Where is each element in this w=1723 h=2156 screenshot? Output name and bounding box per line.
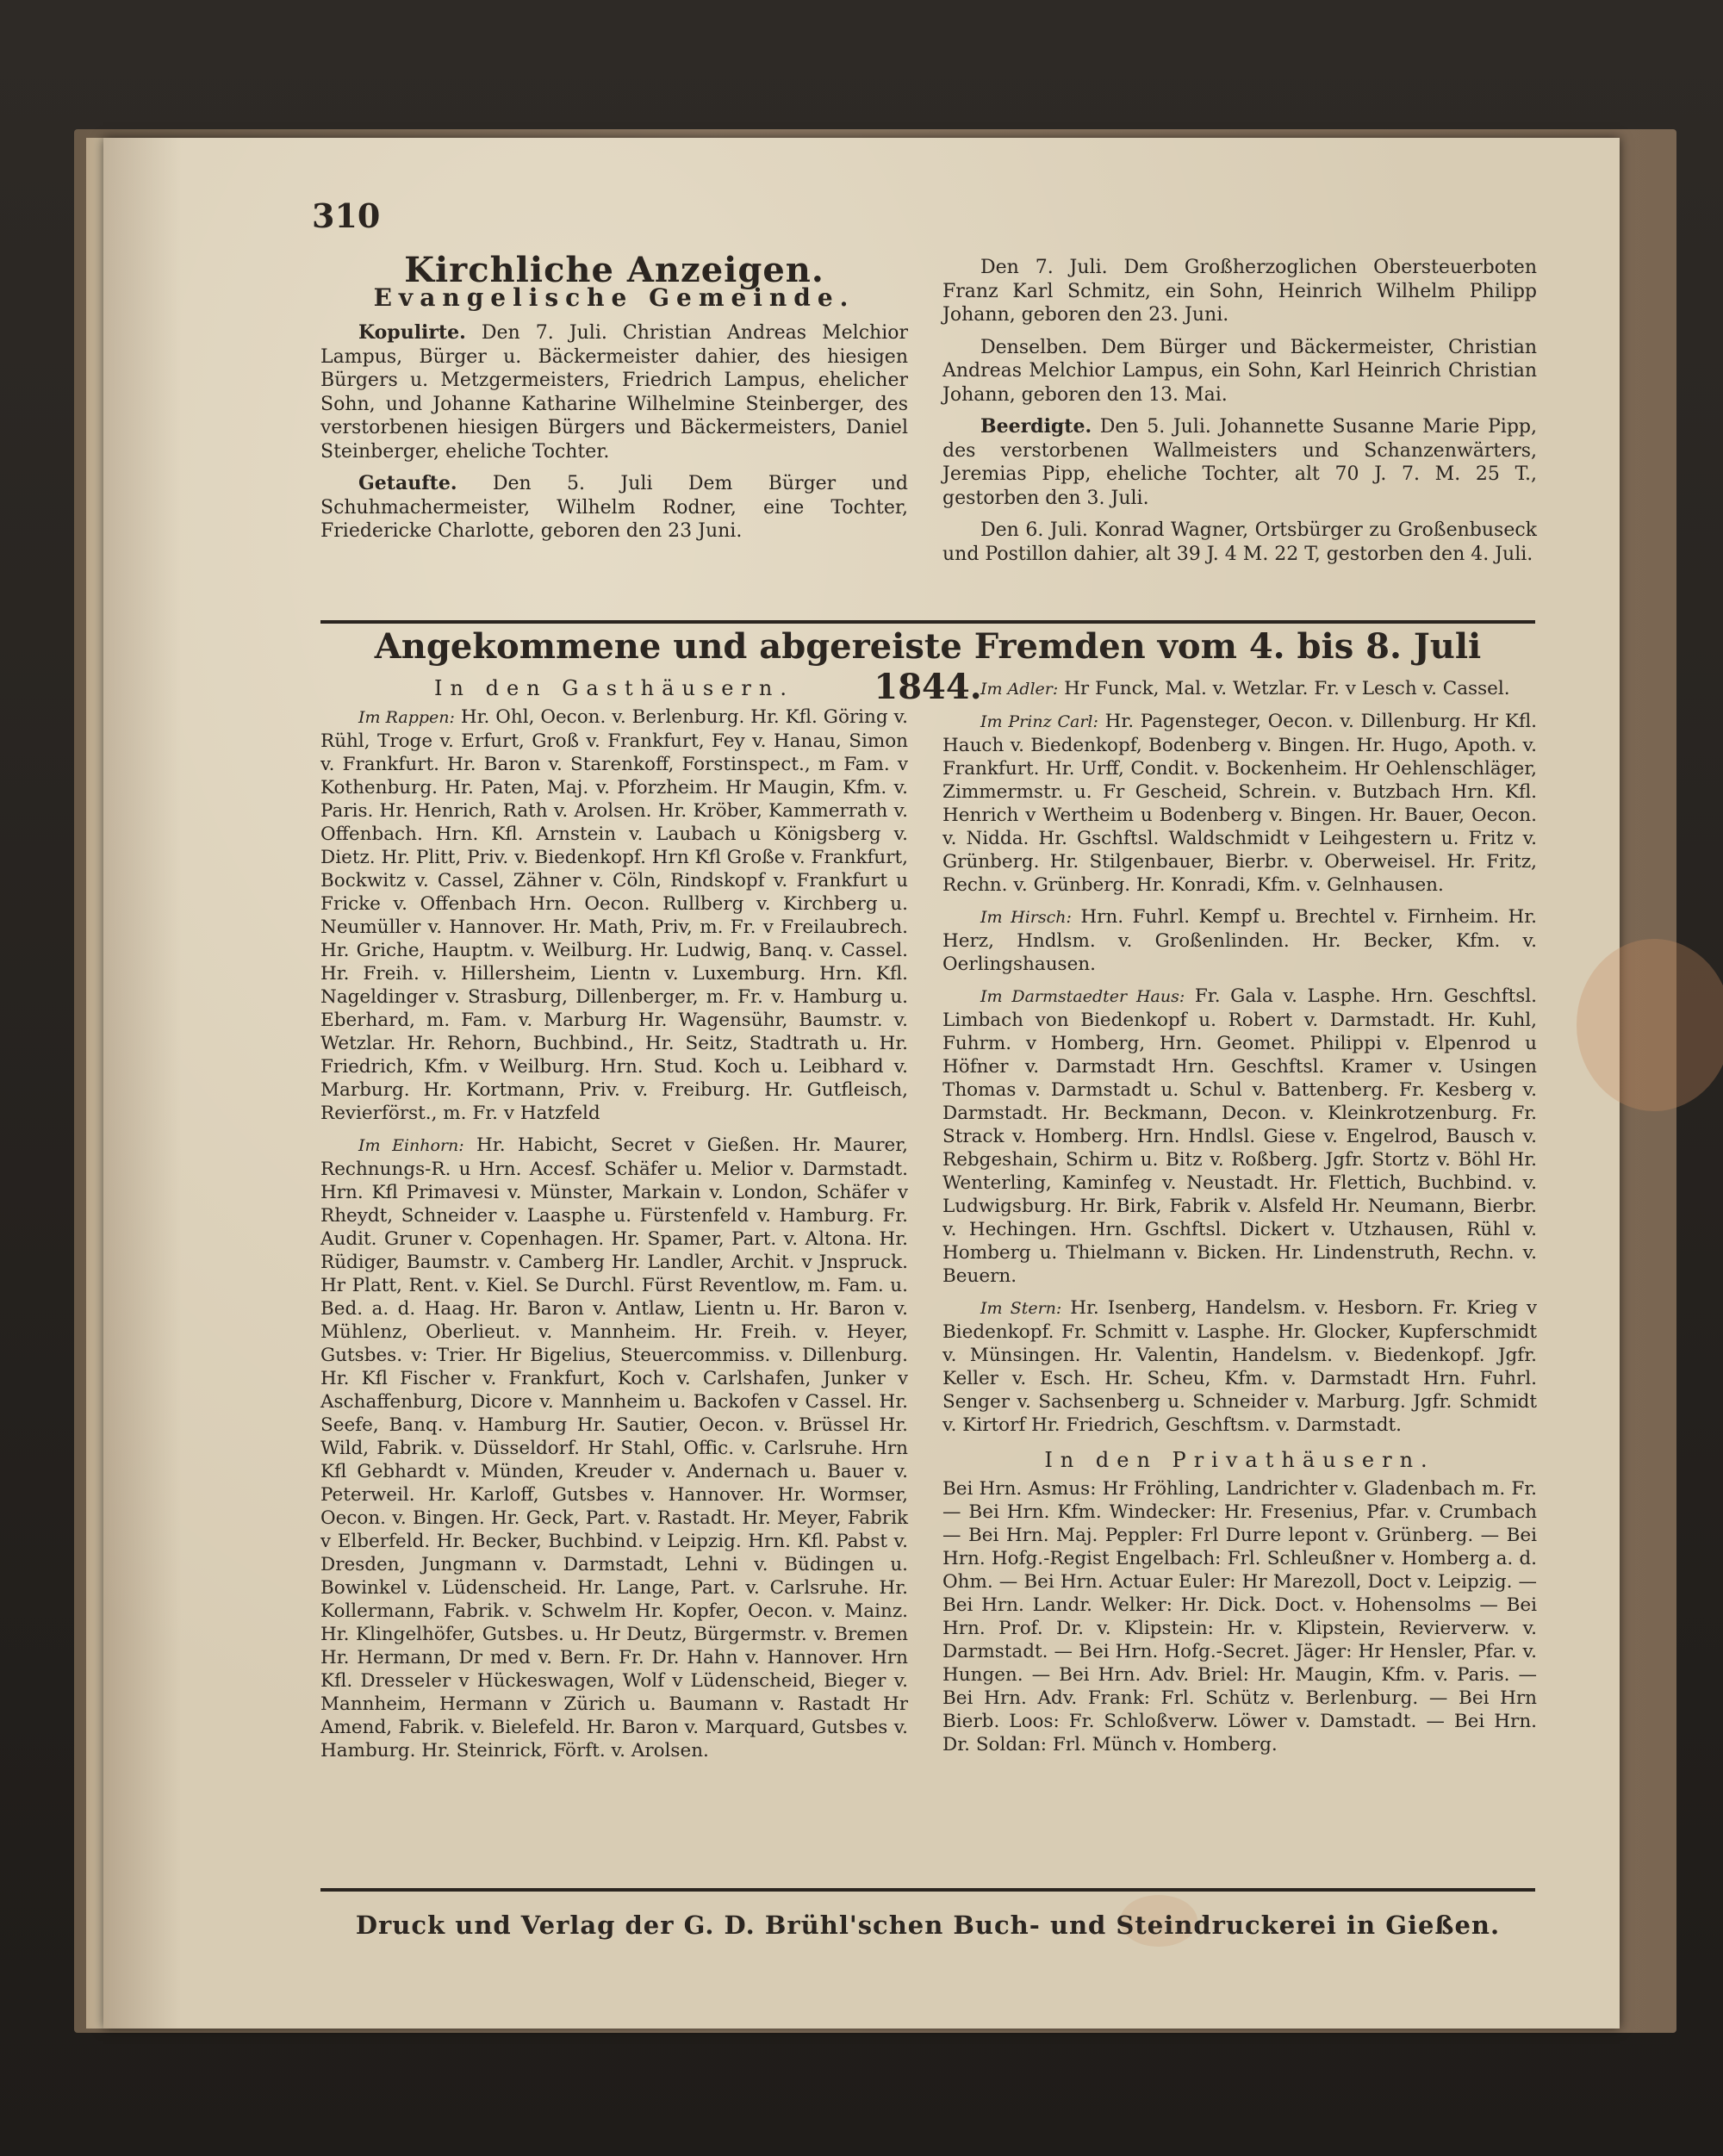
hotel-entry [320, 1134, 908, 1762]
hotel-name: Im Prinz Carl: [980, 712, 1098, 731]
hotel-guests: Hr Funck, Mal. v. Wetzlar. Fr. v Lesch v. Cassel. [1064, 678, 1510, 699]
privat-heading: In den Privathäusern. [1044, 1448, 1435, 1472]
entry-text: Denselben. Dem Bürger und Bäckermeister, Christian Andreas Melchior Lampus, ein Sohn, Karl Heinrich Christian Johann, geboren den 13. Mai. [942, 336, 1537, 406]
hotel-name: Im Einhorn: [358, 1136, 464, 1155]
entry-lead: Beerdigte. [980, 415, 1092, 438]
hotel-guests: Fr. Gala v. Lasphe. Hrn. Geschftsl. Limbach von Biedenkopf u. Robert v. Darmstadt. Hr. Kuhl, Fuhrm. v Homberg, Hrn. Geomet. Philippi v. Elpenrod u Höfner v. Darmstadt Hrn. Geschftsl. Kramer v. Usingen Thomas v. Darmstadt u. Schul v. Battenberg. Fr. Kesberg v. Darmstadt. Hr. Beckmann, Decon. v. Kleinkrotzenburg. Fr. Strack v. Homberg. Hrn. Hndlsl. Giese v. Engelrod, Bausch v. Rebgeshain, Schirm u. Bitz v. Roßberg. Jgfr. Stortz v. Böhl Hr. Wenterling, Kaminfeg v. Neustadt. Hr. Flettich, Buchbind. v. Ludwigsburg. Hr. Birk, Fabrik v. Alsfeld Hr. Neumann, Bierbr. v. Hechingen. Hrn. Gschftsl. Dickert v. Utzhausen, Rühl v. Homberg u. Thielmann v. Bicken. Hr. Lindenstruth, Rechn. v. Beuern. [942, 985, 1537, 1287]
hotel-guests: Hr. Isenberg, Handelsm. v. Hesborn. Fr. Krieg v Biedenkopf. Fr. Schmitt v. Lasphe. Hr. Glocker, Kupferschmidt v. Münsingen. Hr. Valentin, Handelsm. v. Biedenkopf. Jgfr. Keller v. Esch. Hr. Scheu, Kfm. v. Darmstadt Hrn. Fuhrl. Senger v. Sachsenberg u. Schneider v. Marburg. Jgfr. Schmidt v. Kirtorf Hr. Friedrich, Geschftsm. v. Darmstadt. [942, 1297, 1537, 1436]
hotel-name: Im Stern: [980, 1299, 1062, 1318]
entry-paragraph [942, 336, 1537, 407]
hotel-guests: Hr. Ohl, Oecon. v. Berlenburg. Hr. Kfl. Göring v. Rühl, Troge v. Erfurt, Groß v. Frankfurt, Fey v. Hanau, Simon v. Frankfurt. Hr. Baron v. Starenkoff, Forstinspect., m Fam. v Kothenburg. Hr. Paten, Maj. v. Pforzheim. Hr Maugin, Kfm. v. Paris. Hr. Henrich, Rath v. Arolsen. Hr. Kröber, Kammerrath v. Offenbach. Hrn. Kfl. Arnstein v. Laubach u Königsberg v. Dietz. Hr. Plitt, Priv. v. Biedenkopf. Hrn Kfl Große v. Frankfurt, Bockwitz v. Cassel, Zähner v. Cöln, Rindskopf v. Frankfurt u Fricke v. Offenbach Hrn. Oecon. Rullberg v. Kirchberg u. Neumüller v. Hannover. Hr. Math, Priv, m. Fr. v Freilaubrech. Hr. Griche, Hauptm. v. Weilburg. Hr. Ludwig, Banq. v. Cassel. Hr. Freih. v. Hillersheim, Lientn v. Luxemburg. Hrn. Kfl. Nageldinger v. Strasburg, Dillenberger, m. Fr. v. Hamburg u. Eberhard, m. Fam. v. Marburg Hr. Wagensühr, Baumstr. v. Wetzlar. Hr. Rehorn, Buchbind., Hr. Seitz, Stadtrath u. Hr. Friedrich, Kfm. v Weilburg. Hrn. Stud. Koch u. Leibhard v. Marburg. Hr. Kortmann, Priv. v. Freiburg. Hr. Gutfleisch, Revierförst., m. Fr. v Hatzfeld [320, 706, 908, 1124]
divider-rule [320, 620, 1535, 624]
hotel-guests: Hr. Pagensteger, Oecon. v. Dillenburg. Hr Kfl. Hauch v. Biedenkopf, Bodenberg v. Bingen. Hr. Hugo, Apoth. v. Frankfurt. Hr. Urff, Condit. v. Bockenheim. Hr Oehlenschläger, Zimmermstr. u. Fr Gescheid, Schrein. v. Butzbach Hrn. Kfl. Henrich v Wertheim u Bodenberg v. Bingen. Hr. Bauer, Oecon. v. Nidda. Hr. Gschftsl. Waldschmidt v Leihgestern u. Fritz v. Grünberg. Hr. Stilgenbauer, Bierbr. v. Oberweisel. Hr. Fritz, Rechn. v. Grünberg. Hr. Konradi, Kfm. v. Gelnhausen. [942, 711, 1537, 896]
hotel-name: Im Rappen: [358, 708, 455, 727]
hotel-entry [320, 705, 908, 1125]
footer-rule [320, 1888, 1535, 1892]
hotel-name: Im Darmstaedter Haus: [980, 987, 1185, 1006]
privat-entries: Bei Hrn. Asmus: Hr Fröhling, Landrichter v. Gladenbach m. Fr. — Bei Hrn. Kfm. Windecker: Hr. Fresenius, Pfar. v. Crumbach — Bei Hrn. Maj. Peppler: Frl Durre lepont v. Grünberg. — Bei Hrn. Hofg.-Regist Engelbach: Frl. Schleußner v. Homberg a. d. Ohm. — Bei Hrn. Actuar Euler: Hr Marezoll, Doct v. Leipzig. — Bei Hrn. Landr. Welker: Hr. Dick. Doct. v. Hohensolms — Bei Hrn. Prof. Dr. v. Klipstein: Hr. v. Klipstein, Revierverw. v. Darmstadt. — Bei Hrn. Hofg.-Secret. Jäger: Hr Hensler, Pfar. v. Hungen. — Bei Hrn. Adv. Briel: Hr. Maugin, Kfm. v. Paris. — Bei Hrn. Adv. Frank: Frl. Schütz v. Berlenburg. — Bei Hrn Bierb. Loos: Fr. Schloßverw. Löwer v. Damstadt. — Bei Hrn. Dr. Soldan: Frl. Münch v. Homberg. [942, 1478, 1537, 1755]
entry-paragraph [942, 415, 1537, 510]
entry-text: Den 5. Juli. Johannette Susanne Marie Pipp, des verstorbenen Wallmeisters und Schanzenwärters, Jeremias Pipp, eheliche Tochter, alt 70 J. 7. M. 25 T., gestorben den 3. Juli. [942, 416, 1537, 509]
hotel-entry [942, 677, 1537, 701]
kirchliche-left-column [320, 250, 908, 552]
stain [1577, 939, 1723, 1111]
hotel-guests: Hrn. Fuhrl. Kempf u. Brechtel v. Firnheim. Hr. Herz, Hndlsm. v. Großenlinden. Hr. Becker, Kfm. v. Oerlingshausen. [942, 906, 1537, 975]
fremden-left-column [320, 677, 908, 1771]
hotel-entry [942, 985, 1537, 1288]
entry-paragraph [942, 256, 1537, 327]
entry-paragraph [320, 472, 908, 544]
hotel-entry [942, 710, 1537, 897]
entry-text: Den 5. Juli Dem Bürger und Schuhmachermeister, Wilhelm Rodner, eine Tochter, Friedericke Charlotte, geboren den 23 Juni. [320, 473, 908, 542]
hotel-name: Im Hirsch: [980, 908, 1072, 927]
entry-text: Den 6. Juli. Konrad Wagner, Ortsbürger zu Großenbuseck und Postillon dahier, alt 39 J. 4 M. 22 T, gestorben den 4. Juli. [942, 519, 1537, 565]
entry-paragraph [942, 519, 1537, 566]
sub-title: Evangelische Gemeinde. [373, 283, 855, 312]
hotel-entry [942, 905, 1537, 976]
entry-lead: Kopulirte. [358, 321, 466, 344]
kirchliche-right-column [942, 256, 1537, 575]
entry-text: Den 7. Juli. Dem Großherzoglichen Obersteuerboten Franz Karl Schmitz, ein Sohn, Heinrich Wilhelm Philipp Johann, geboren den 23. Juni. [942, 257, 1537, 326]
gasthaeuser-heading: In den Gasthäusern. [434, 676, 794, 700]
fremden-title: Angekommene und abgereiste Fremden vom 4. bis 8. Juli 1844. [374, 626, 1482, 707]
hotel-guests: Hr. Habicht, Secret v Gießen. Hr. Maurer, Rechnungs-R. u Hrn. Accesf. Schäfer u. Melior v. Darmstadt. Hrn. Kfl Primavesi v. Münster, Markain v. London, Schäfer v Rheydt, Schneider v. Laasphe u. Fürstenfeld v. Hamburg. Fr. Audit. Gruner v. Copenhagen. Hr. Spamer, Part. v. Altona. Hr. Rüdiger, Baumstr. v. Camberg Hr. Landler, Archit. v Jnspruck. Hr Platt, Rent. v. Kiel. Se Durchl. Fürst Reventlow, m. Fam. u. Bed. a. d. Haag. Hr. Baron v. Antlaw, Lientn u. Hr. Baron v. Mühlenz, Oberlieut. v. Mannheim. Hr. Freih. v. Heyer, Gutsbes. v: Trier. Hr Bigelius, Steuercommiss. v. Dillenburg. Hr. Kfl Fischer v. Frankfurt, Koch v. Carlshafen, Junker v Aschaffenburg, Dicore v. Mannheim u. Backofen v Cassel. Hr. Seefe, Banq. v. Hamburg Hr. Sautier, Oecon. v. Brüssel Hr. Wild, Fabrik. v. Düsseldorf. Hr Stahl, Offic. v. Carlsruhe. Hrn Kfl Gebhardt v. Münden, Kreuder v. Andernach u. Bauer v. Peterweil. Hr. Karloff, Gutsbes v. Hannover. Hr. Wormser, Oecon. v. Bingen. Hr. Geck, Part. v. Rastadt. Hr. Meyer, Fabrik v Elberfeld. Hr. Becker, Buchbind. v Leipzig. Hrn. Kfl. Pabst v. Dresden, Jungmann v. Darmstadt, Lehni v. Büdingen u. Bowinkel v. Lüdenscheid. Hr. Lange, Part. v. Carlsruhe. Hr. Kollermann, Fabrik. v. Schwelm Hr. Kopfer, Oecon. v. Mainz. Hr. Klingelhöfer, Gutsbes. u. Hr Deutz, Bürgermstr. v. Bremen Hr. Hermann, Dr med v. Bern. Fr. Dr. Hahn v. Hannover. Hrn Kfl. Dresseler v Hückeswagen, Wolf v Lüdenscheid, Bieger v. Mannheim, Hermann v Zürich u. Baumann v. Rastadt Hr Amend, Fabrik. v. Bielefeld. Hr. Baron v. Marquard, Gutsbes v. Hamburg. Hr. Steinrick, Förft. v. Arolsen. [320, 1134, 908, 1761]
entry-lead: Getaufte. [358, 472, 457, 494]
hotel-name: Im Adler: [980, 680, 1059, 699]
fremden-right-column [942, 677, 1537, 1765]
section-title: Kirchliche Anzeigen. [404, 250, 824, 290]
imprint: Druck und Verlag der G. D. Brühl'schen Buch- und Steindruckerei in Gießen. [355, 1911, 1501, 1940]
page-number: 310 [312, 196, 381, 235]
entry-paragraph [320, 321, 908, 463]
entry-text: Den 7. Juli. Christian Andreas Melchior Lampus, Bürger u. Bäckermeister dahier, des hiesigen Bürgers u. Metzgermeisters, Friedrich Lampus, ehelicher Sohn, und Johanne Katharine Wilhelmine Steinberger, des verstorbenen hiesigen Bürgers und Bäckermeisters, Daniel Steinberger, eheliche Tochter. [320, 322, 908, 463]
hotel-entry [942, 1296, 1537, 1437]
